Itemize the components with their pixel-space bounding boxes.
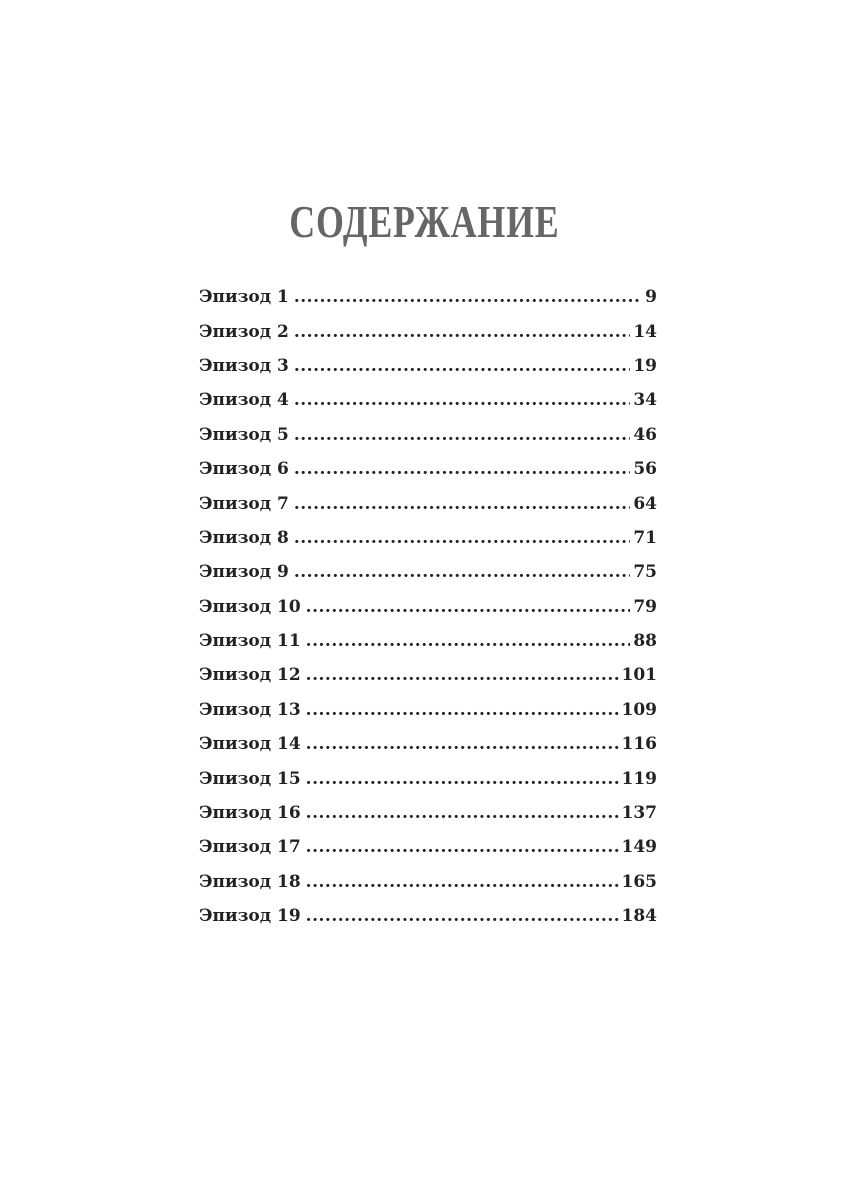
toc-entry <box>199 555 657 589</box>
toc-entry <box>199 349 657 383</box>
toc-entry-label: Эпизод 6 <box>199 459 289 480</box>
toc-dot-leader <box>306 769 619 789</box>
toc-entry <box>199 590 657 624</box>
toc-entry-page: 75 <box>633 562 657 583</box>
toc-entry <box>199 865 657 899</box>
toc-dot-leader <box>306 837 619 857</box>
toc-dot-leader <box>306 631 631 651</box>
toc-entry-page: 79 <box>633 596 657 617</box>
toc-entry <box>199 830 657 864</box>
toc-entry <box>199 899 657 933</box>
toc-dot-leader <box>294 322 630 342</box>
toc-entry-label: Эпизод 15 <box>199 768 301 789</box>
toc-dot-leader <box>294 390 630 410</box>
toc-entry-label: Эпизод 4 <box>199 390 289 411</box>
toc-dot-leader <box>306 665 619 685</box>
toc-entry-label: Эпизод 1 <box>199 287 289 308</box>
toc-entry-label: Эпизод 3 <box>199 355 289 376</box>
toc-entry-page: 116 <box>621 734 657 755</box>
toc-entry-page: 64 <box>633 493 657 514</box>
toc-entry-page: 34 <box>633 390 657 411</box>
toc-entry-label: Эпизод 17 <box>199 837 301 858</box>
toc-entry-label: Эпизод 8 <box>199 527 289 548</box>
toc-entry-page: 149 <box>621 837 657 858</box>
toc-dot-leader <box>294 562 630 582</box>
toc-entry-label: Эпизод 10 <box>199 596 301 617</box>
toc-entry <box>199 314 657 348</box>
page-title: СОДЕРЖАНИЕ <box>289 195 560 247</box>
table-of-contents <box>199 280 657 933</box>
toc-dot-leader <box>294 528 630 548</box>
toc-entry-label: Эпизод 16 <box>199 803 301 824</box>
toc-entry-page: 88 <box>633 631 657 652</box>
toc-entry <box>199 521 657 555</box>
toc-entry-label: Эпизод 2 <box>199 321 289 342</box>
toc-entry-label: Эпизод 13 <box>199 699 301 720</box>
toc-dot-leader <box>294 356 630 376</box>
toc-entry <box>199 280 657 314</box>
toc-entry-label: Эпизод 5 <box>199 424 289 445</box>
toc-dot-leader <box>306 906 619 926</box>
toc-entry-label: Эпизод 18 <box>199 871 301 892</box>
toc-entry <box>199 486 657 520</box>
toc-entry <box>199 624 657 658</box>
toc-entry <box>199 727 657 761</box>
toc-dot-leader <box>294 287 642 307</box>
toc-dot-leader <box>306 700 619 720</box>
toc-entry-label: Эпизод 14 <box>199 734 301 755</box>
toc-entry-label: Эпизод 19 <box>199 906 301 927</box>
toc-entry-page: 46 <box>633 424 657 445</box>
toc-entry-label: Эпизод 11 <box>199 631 301 652</box>
toc-entry <box>199 658 657 692</box>
toc-entry <box>199 418 657 452</box>
toc-entry-label: Эпизод 7 <box>199 493 289 514</box>
toc-dot-leader <box>306 803 619 823</box>
toc-dot-leader <box>294 494 630 514</box>
toc-dot-leader <box>294 459 630 479</box>
toc-entry-page: 165 <box>621 871 657 892</box>
toc-entry-label: Эпизод 9 <box>199 562 289 583</box>
toc-entry-page: 109 <box>621 699 657 720</box>
toc-entry-page: 56 <box>633 459 657 480</box>
toc-entry <box>199 383 657 417</box>
toc-entry-label: Эпизод 12 <box>199 665 301 686</box>
toc-entry-page: 119 <box>621 768 657 789</box>
toc-dot-leader <box>306 872 619 892</box>
toc-dot-leader <box>306 734 619 754</box>
toc-entry <box>199 796 657 830</box>
toc-dot-leader <box>306 597 631 617</box>
toc-entry <box>199 452 657 486</box>
toc-entry-page: 71 <box>633 527 657 548</box>
toc-dot-leader <box>294 425 630 445</box>
toc-entry-page: 137 <box>621 803 657 824</box>
toc-entry-page: 184 <box>621 906 657 927</box>
toc-entry-page: 9 <box>645 287 657 308</box>
toc-entry <box>199 693 657 727</box>
toc-entry-page: 19 <box>633 355 657 376</box>
toc-entry-page: 101 <box>621 665 657 686</box>
toc-entry-page: 14 <box>633 321 657 342</box>
toc-entry <box>199 761 657 795</box>
